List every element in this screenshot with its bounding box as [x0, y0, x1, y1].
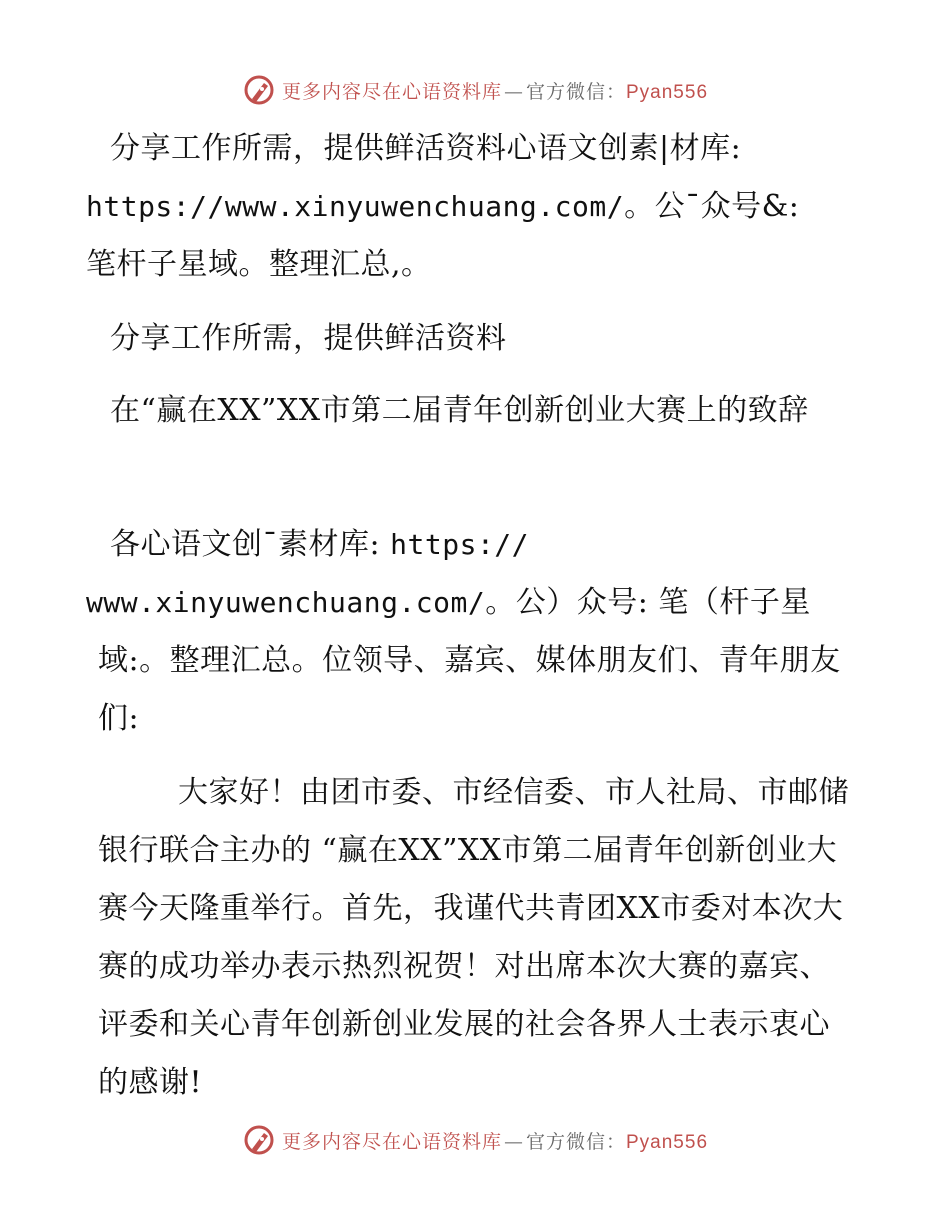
speech-title — [98, 382, 858, 440]
watermark-wechat-label: 官方微信： — [525, 80, 626, 103]
speech-title-text: 在“赢在XX”XX市第二届青年创新创业大赛上的致辞 — [110, 393, 809, 428]
address-paragraph — [86, 516, 858, 748]
address-url-part2: www.xinyuwenchuang.com/ — [86, 586, 486, 619]
watermark-wechat-label: 官方微信： — [525, 1130, 626, 1153]
address-text-b: 。公）众号: 笔（杆子星域:。整理汇总。位领导、嘉宾、媒体朋友们、青年朋友们: — [98, 585, 841, 736]
watermark-separator: — — [503, 1130, 524, 1153]
pen-logo-icon — [242, 1123, 276, 1157]
intro-text-b: 。公¯众号&: — [624, 189, 800, 224]
watermark-separator: — — [503, 80, 524, 103]
pen-logo-icon — [242, 73, 276, 107]
intro-text-c: 笔杆子星域。整理汇总,。 — [86, 247, 432, 282]
intro-text-a: 分享工作所需，提供鲜活资料心语文创素|材库: — [110, 131, 742, 166]
intro-paragraph — [86, 120, 858, 294]
watermark-text — [282, 1127, 708, 1154]
address-text-a: 各心语文创¯素材库: — [110, 527, 381, 562]
watermark-wechat-id: Pyan556 — [626, 81, 709, 103]
intro-url: https://www.xinyuwenchuang.com/ — [86, 190, 625, 223]
header-watermark — [0, 68, 950, 112]
body-paragraph — [98, 764, 858, 1112]
watermark-main: 更多内容尽在心语资料库 — [281, 1130, 502, 1153]
share-paragraph — [98, 310, 858, 368]
body-text: 大家好！由团市委、市经信委、市人社局、市邮储银行联合主办的 “赢在XX”XX市第二届青年创新创业大赛今天隆重举行。首先，我谨代共青团XX市委对本次大赛的成功举办表示热烈祝贺！对出席本次大赛的嘉宾、评委和关心青年创新创业发展的社会各界人士表示衷心的感谢! — [98, 775, 849, 1100]
watermark-text — [282, 77, 708, 104]
share-text: 分享工作所需，提供鲜活资料 — [110, 321, 507, 356]
watermark-main: 更多内容尽在心语资料库 — [281, 80, 502, 103]
address-url-part1: https:// — [390, 528, 530, 561]
watermark-wechat-id: Pyan556 — [626, 1131, 709, 1153]
footer-watermark — [0, 1118, 950, 1162]
